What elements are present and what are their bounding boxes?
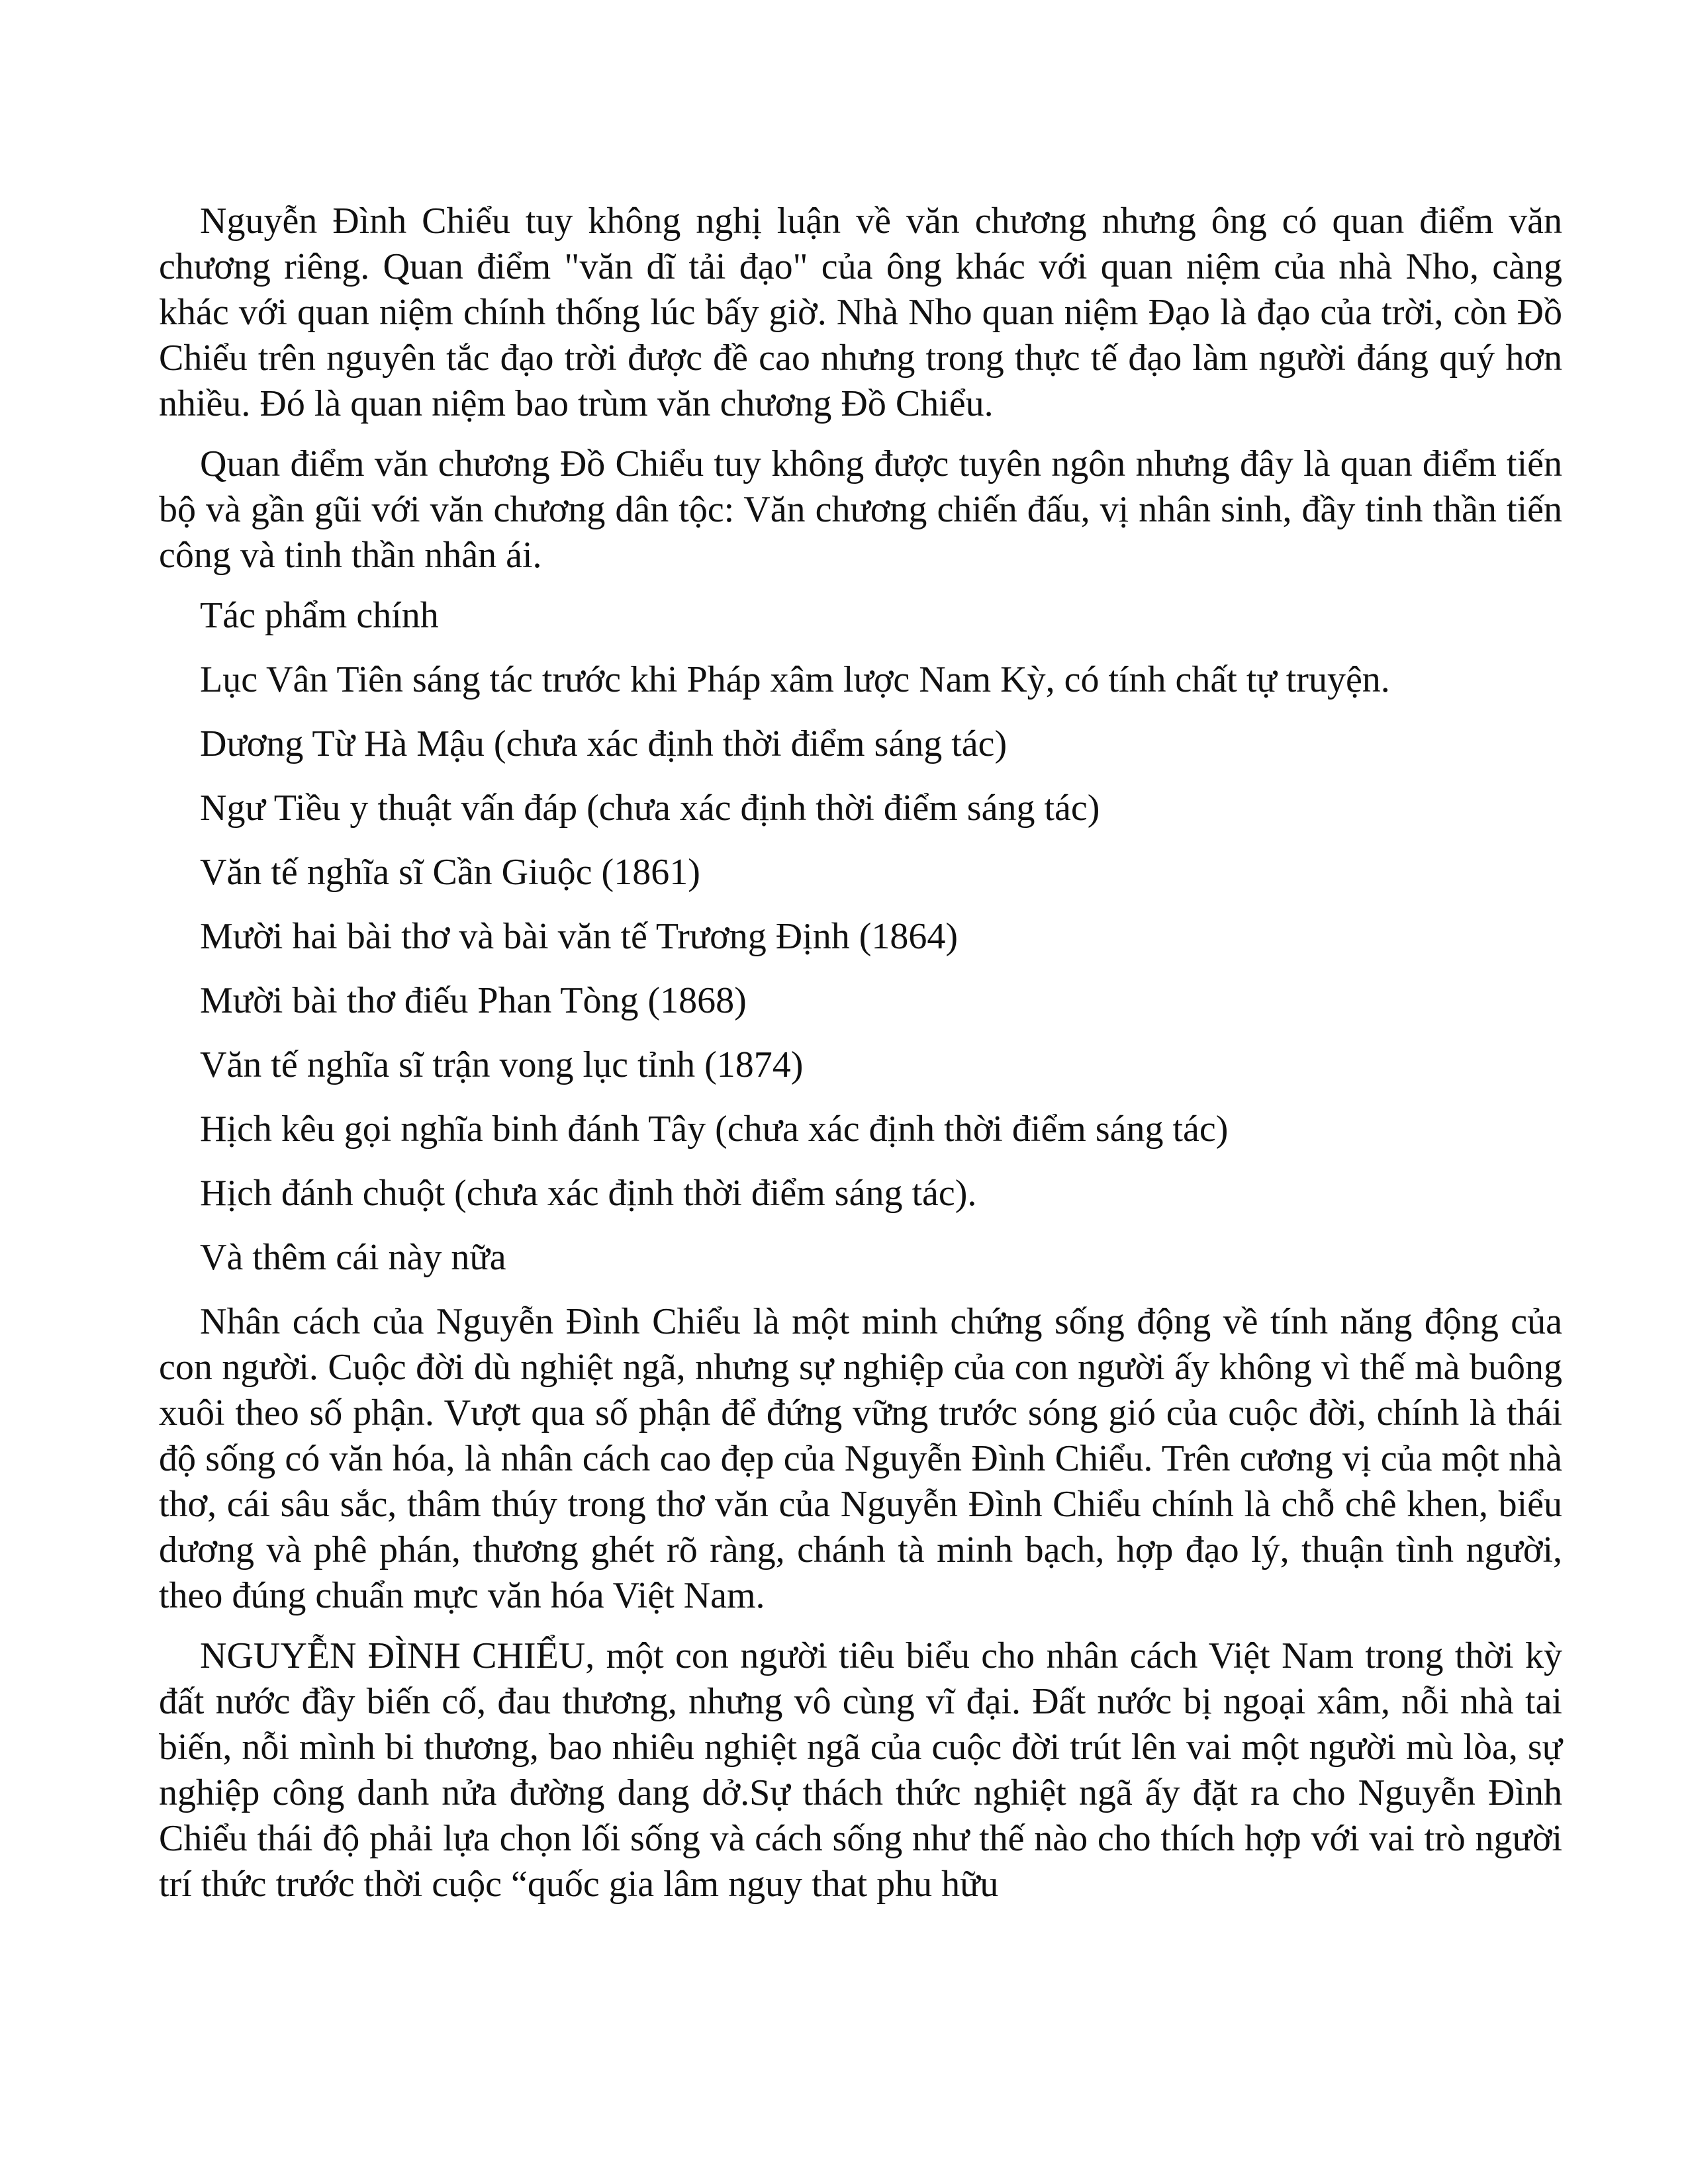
document-body [159,199,1562,1907]
extra-heading: Và thêm cái này nữa [200,1237,506,1278]
paragraph-personality: Nhân cách của Nguyễn Đình Chiểu là một minh chứng sống động về tính năng động của con người. Cuộc đời dù nghiệt ngã, nhưng sự nghiệp của con người ấy không vì thế mà buông xuôi theo số phận. Vượt qua số phận để đứng vững trước sóng gió của cuộc đời, chính là thái độ sống có văn hóa, là nhân cách cao đẹp của Nguyễn Đình Chiểu. Trên cương vị của một nhà thơ, cái sâu sắc, thâm thúy trong thơ văn của Nguyễn Đình Chiểu chính là chỗ chê khen, biểu dương và phê phán, thương ghét rõ ràng, chánh tà minh bạch, hợp đạo lý, thuận tình người, theo đúng chuẩn mực văn hóa Việt Nam. [159,1301,1562,1616]
list-item: Mười hai bài thơ và bài văn tế Trương Định (1864) [200,916,958,957]
list-item: Dương Từ Hà Mậu (chưa xác định thời điểm sáng tác) [200,723,1008,764]
works-heading: Tác phẩm chính [200,595,439,636]
list-item: Hịch kêu gọi nghĩa binh đánh Tây (chưa xác định thời điểm sáng tác) [200,1109,1229,1150]
paragraph-progressive-view: Quan điểm văn chương Đồ Chiểu tuy không được tuyên ngôn nhưng đây là quan điểm tiến bộ và gần gũi với văn chương dân tộc: Văn chương chiến đấu, vị nhân sinh, đầy tinh thần tiến công và tinh thần nhân ái. [159,443,1562,576]
list-item: Hịch đánh chuột (chưa xác định thời điểm sáng tác). [200,1173,977,1214]
list-item: Lục Vân Tiên sáng tác trước khi Pháp xâm lược Nam Kỳ, có tính chất tự truyện. [200,659,1390,700]
list-item: Văn tế nghĩa sĩ trận vong lục tỉnh (1874) [200,1044,804,1085]
paragraph-nguyen-dinh-chieu: NGUYỄN ĐÌNH CHIỂU, một con người tiêu biểu cho nhân cách Việt Nam trong thời kỳ đất nước đầy biến cố, đau thương, nhưng vô cùng vĩ đại. Đất nước bị ngoại xâm, nỗi nhà tai biến, nỗi mình bi thương, bao nhiêu nghiệt ngã của cuộc đời trút lên vai một người mù lòa, sự nghiệp công danh nửa đường dang dở.Sự thách thức nghiệt ngã ấy đặt ra cho Nguyễn Đình Chiểu thái độ phải lựa chọn lối sống và cách sống như thế nào cho thích hợp với vai trò người trí thức trước thời cuộc “quốc gia lâm nguy that phu hữu [159,1635,1562,1905]
list-item: Ngư Tiều y thuật vấn đáp (chưa xác định thời điểm sáng tác) [200,788,1100,829]
paragraph-literary-view: Nguyễn Đình Chiểu tuy không nghị luận về văn chương nhưng ông có quan điểm văn chương riêng. Quan điểm "văn dĩ tải đạo" của ông khác với quan niệm của nhà Nho, càng khác với quan niệm chính thống lúc bấy giờ. Nhà Nho quan niệm Đạo là đạo của trời, còn Đồ Chiểu trên nguyên tắc đạo trời được đề cao nhưng trong thực tế đạo làm người đáng quý hơn nhiều. Đó là quan niệm bao trùm văn chương Đồ Chiểu. [159,201,1562,424]
list-item: Văn tế nghĩa sĩ Cần Giuộc (1861) [200,852,700,893]
works-list [159,657,1562,1216]
list-item: Mười bài thơ điếu Phan Tòng (1868) [200,980,747,1021]
